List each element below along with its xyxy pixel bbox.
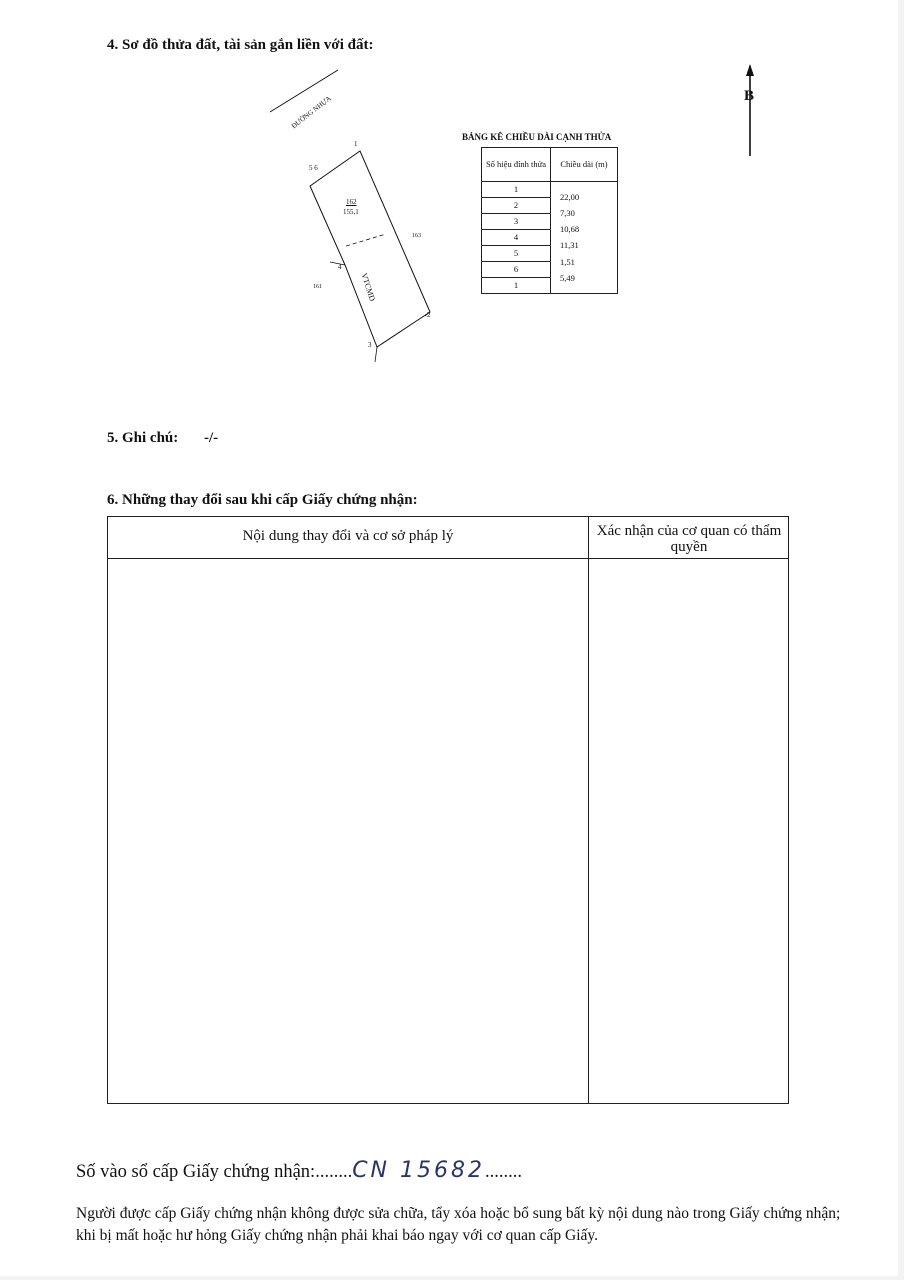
vertex-label-1: 1: [354, 140, 358, 148]
registration-number: CN 15682: [352, 1158, 485, 1183]
edge-length: 10,68: [560, 224, 580, 234]
vertex-cell: 4: [482, 230, 551, 246]
land-use-label: VTCMD: [359, 272, 377, 303]
road-label: ĐƯỜNG NHỰA: [290, 94, 333, 131]
road-line: [270, 70, 338, 112]
vertex-cell: 1: [482, 278, 551, 294]
column-divider: [588, 517, 589, 1103]
plot-diagram: [260, 62, 450, 372]
changes-content-header: Nội dung thay đổi và cơ sở pháp lý: [242, 528, 454, 544]
vertex-cell: 6: [482, 262, 551, 278]
note-value: -/-: [204, 430, 219, 446]
changes-table: [107, 516, 789, 1104]
vertex-column-header: Số hiệu đỉnh thửa: [482, 148, 551, 182]
length-column-header: Chiều dài (m): [551, 148, 618, 182]
section-5-title: 5. Ghi chú:: [107, 430, 179, 446]
header-divider: [108, 558, 788, 559]
registration-dots: ........: [315, 1162, 353, 1182]
vertex-label-2: 2: [427, 311, 431, 319]
neighbor-parcel-left: 161: [313, 284, 322, 290]
north-label: B: [744, 88, 755, 104]
vertex-label-4: 4: [338, 263, 342, 271]
authority-confirmation-header: Xác nhận của cơ quan có thẩm quyền: [596, 523, 782, 555]
registration-label: Số vào sổ cấp Giấy chứng nhận:: [76, 1162, 316, 1182]
neighbor-parcel-right: 163: [412, 233, 421, 239]
vertex-cell: 3: [482, 214, 551, 230]
vertex-cell: 5: [482, 246, 551, 262]
inner-dashed-line: [346, 234, 386, 246]
edge-length: 11,31: [560, 240, 579, 250]
vertex-cell: 1: [482, 182, 551, 198]
footer-notice: Người được cấp Giấy chứng nhận không được sửa chữa, tẩy xóa hoặc bổ sung bất kỳ nội dung nào trong Giấy chứng nhận; khi bị mất hoặc hư hỏng Giấy chứng nhận phải khai báo ngay với cơ quan cấp Giấy.: [76, 1205, 841, 1244]
vertex-cell: 2: [482, 198, 551, 214]
edge-length-table: [481, 147, 618, 294]
parcel-area: 155,1: [343, 208, 359, 216]
vertex-label-3: 3: [368, 341, 372, 349]
edge-length: 1,51: [560, 257, 575, 267]
vertex-label-5-6: 5 6: [309, 164, 318, 172]
edge-length: 22,00: [560, 192, 580, 202]
edge-length: 5,49: [560, 273, 575, 283]
section-6-title: 6. Những thay đổi sau khi cấp Giấy chứng nhận:: [107, 492, 418, 508]
edge-table-title: BẢNG KÊ CHIỀU DÀI CẠNH THỬA: [462, 132, 612, 142]
north-arrow-icon: [740, 62, 764, 158]
registration-line: [76, 1158, 522, 1183]
parcel-outline: [310, 151, 430, 347]
registration-dots: ........: [484, 1162, 522, 1182]
parcel-number: 162: [346, 198, 357, 206]
section-4-title: 4. Sơ đồ thửa đất, tài sản gắn liền với đất:: [107, 37, 374, 53]
edge-length: 7,30: [560, 208, 575, 218]
